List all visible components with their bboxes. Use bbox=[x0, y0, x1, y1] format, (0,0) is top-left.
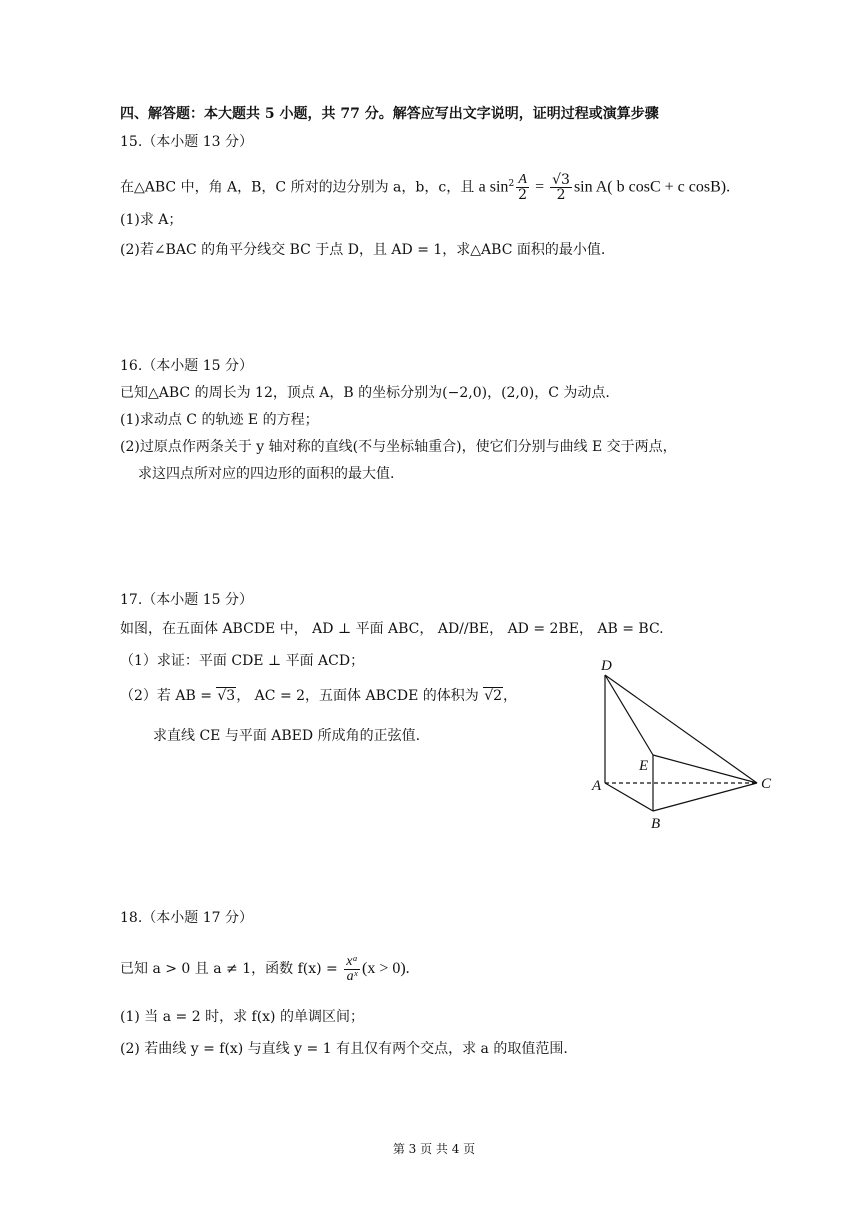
q16-title: 16.（本小题 15 分） bbox=[120, 358, 253, 374]
q17-p2-c: ， AC = 2，五面体 ABCDE 的体积为 bbox=[236, 688, 484, 704]
q15-sqrt-frac bbox=[550, 173, 572, 202]
edge-BC bbox=[653, 783, 757, 811]
q15-sup: 2 bbox=[508, 179, 515, 189]
q18-frac-den: aˣ bbox=[346, 968, 358, 984]
q16-part2-line2: 求这四点所对应的四边形的面积的最大值. bbox=[138, 466, 395, 482]
q15-stem-prefix: 在△ABC 中，角 A，B，C 所对的边分别为 a，b，c，且 bbox=[120, 179, 479, 196]
q16-part1: (1)求动点 C 的轨迹 E 的方程； bbox=[120, 412, 319, 428]
q15-eq: = bbox=[531, 178, 549, 196]
q18-stem bbox=[120, 954, 410, 984]
label-B: B bbox=[651, 816, 661, 832]
edge-EC bbox=[653, 755, 757, 783]
q15-formula-left: a sin bbox=[478, 178, 509, 196]
q17-stem: 如图，在五面体 ABCDE 中， AD ⊥ 平面 ABC， AD//BE， AD = 2BE， AB = BC. bbox=[120, 621, 664, 637]
q15-frac-den: 2 bbox=[518, 187, 528, 204]
q17-p2-a: （2）若 AB = bbox=[120, 688, 217, 704]
q16-stem: 已知△ABC 的周长为 12，顶点 A，B 的坐标分别为(−2,0)，(2,0)，C 为动点. bbox=[120, 385, 610, 401]
q17-part2-line1 bbox=[120, 686, 517, 706]
edge-AB bbox=[605, 783, 653, 811]
label-E: E bbox=[639, 758, 649, 774]
q17-p2-e: ， bbox=[503, 688, 518, 704]
q15-part1: (1)求 A； bbox=[120, 212, 183, 228]
q18-stem-prefix: 已知 a > 0 且 a ≠ 1，函数 f(x) = bbox=[120, 961, 343, 977]
q17-part1: （1）求证：平面 CDE ⊥ 平面 ACD； bbox=[120, 653, 365, 669]
q18-part1: (1) 当 a = 2 时，求 f(x) 的单调区间； bbox=[120, 1009, 364, 1025]
q17-p2-sqrt3: √3 bbox=[217, 688, 236, 704]
q17-title: 17.（本小题 15 分） bbox=[120, 592, 253, 608]
q17-part2-line2: 求直线 CE 与平面 ABED 所成角的正弦值. bbox=[153, 728, 421, 744]
q18-frac-num: xᵃ bbox=[346, 953, 358, 969]
pentahedron-figure bbox=[585, 655, 785, 835]
q15-sqrt-den: 2 bbox=[556, 187, 566, 204]
q15-stem bbox=[120, 170, 730, 202]
q16-part2-line1: (2)过原点作两条关于 y 轴对称的直线(不与坐标轴重合)，使它们分别与曲线 E 交于两点， bbox=[120, 439, 677, 455]
section-header: 四、解答题：本大题共 5 小题，共 77 分。解答应写出文字说明，证明过程或演算步骤 bbox=[120, 106, 659, 122]
q15-part2: (2)若∠BAC 的角平分线交 BC 于点 D，且 AD = 1，求△ABC 面积的最小值. bbox=[120, 242, 606, 258]
edge-DE bbox=[605, 675, 653, 755]
label-D: D bbox=[601, 658, 612, 674]
q15-frac bbox=[516, 173, 529, 202]
q18-part2: (2) 若曲线 y = f(x) 与直线 y = 1 有且仅有两个交点，求 a 的取值范围. bbox=[120, 1041, 568, 1057]
label-A: A bbox=[592, 778, 602, 794]
q17-p2-sqrt2: √2 bbox=[484, 688, 503, 704]
label-C: C bbox=[761, 776, 772, 792]
q18-stem-suffix: (x > 0). bbox=[362, 960, 410, 977]
q15-frac-num: A bbox=[516, 173, 529, 188]
q18-frac bbox=[344, 955, 360, 984]
q18-title: 18.（本小题 17 分） bbox=[120, 910, 253, 926]
q15-title: 15.（本小题 13 分） bbox=[120, 134, 253, 150]
edge-DC bbox=[605, 675, 757, 783]
page-footer: 第 3 页 共 4 页 bbox=[392, 1142, 476, 1156]
q15-formula-right: sin A( b cosC + c cosB). bbox=[573, 178, 731, 196]
q15-sqrt-num: √3 bbox=[552, 172, 570, 189]
